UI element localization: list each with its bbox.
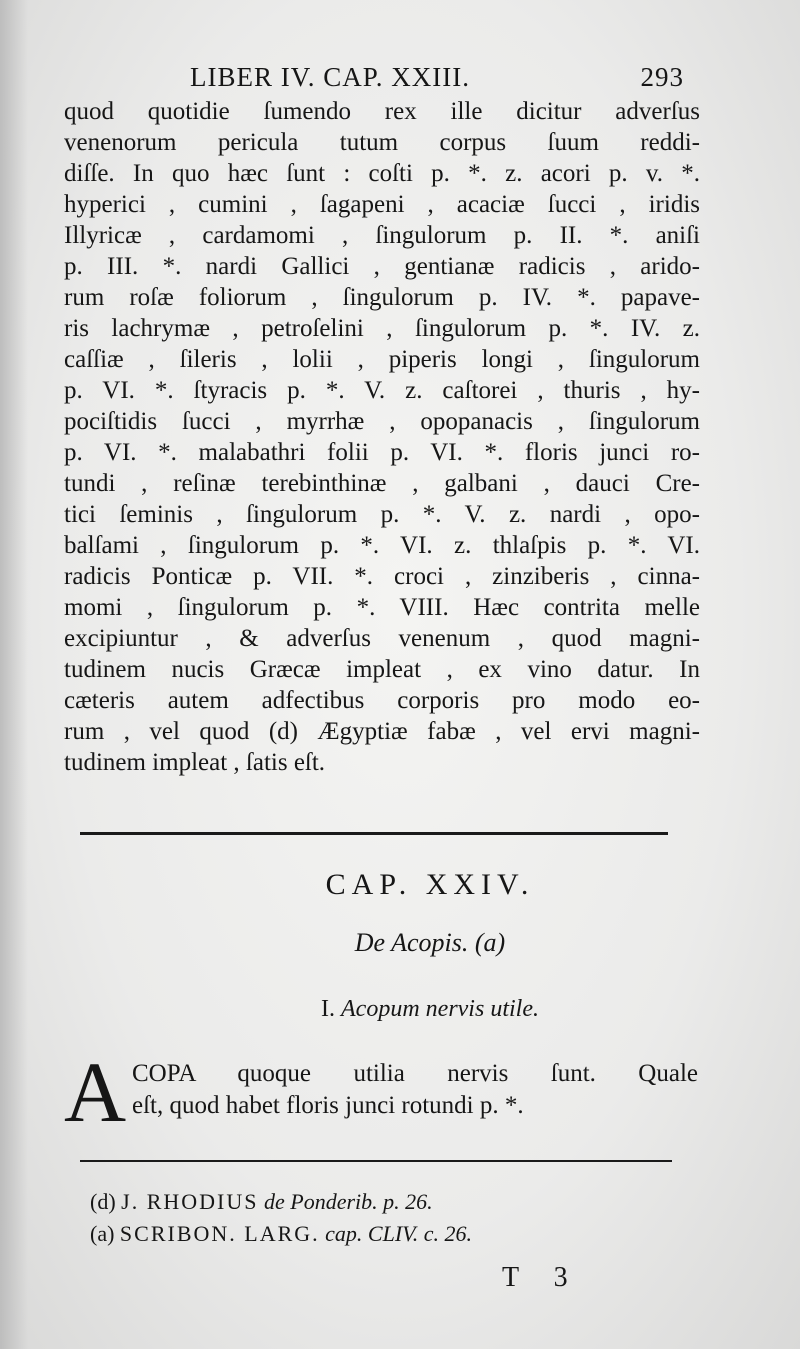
text-line: excipiuntur , & adverſus venenum , quod magni- [64,625,700,652]
footnote [90,1218,650,1250]
footnote-author: J. RHODIUS [121,1189,259,1214]
body-text [64,96,700,778]
text-line: momi , ſingulorum p. *. VIII. Hæc contrita melle [64,594,700,621]
text-line: Illyricæ , cardamomi , ſingulorum p. II. *. aniſi [64,222,700,249]
drop-cap: A [64,1044,127,1140]
text-line: venenorum pericula tutum corpus ſuum reddi- [64,129,700,156]
text-line: radicis Ponticæ p. VII. *. croci , zinziberis , cinna- [64,563,700,590]
chapter-subtitle: De Acopis. (a) [354,928,506,957]
text-line: hyperici , cumini , ſagapeni , acaciæ ſucci , iridis [64,191,700,218]
text-line: p. VI. *. malabathri folii p. VI. *. floris junci ro- [64,439,700,466]
running-title: LIBER IV. CAP. XXIII. [190,62,471,92]
section-title: Acopum nervis utile. [341,996,539,1022]
paragraph [132,1058,698,1122]
text-line: ris lachrymæ , petroſelini , ſingulorum p. *. IV. z. [64,315,700,342]
running-head [190,62,684,96]
text-line: tici ſeminis , ſingulorum p. *. V. z. nardi , opo- [64,501,700,528]
footnotes [90,1186,650,1250]
footnote [90,1186,650,1218]
text-line: p. VI. *. ſtyracis p. *. V. z. caſtorei , thuris , hy- [64,377,700,404]
page-edge-shadow [0,0,28,1349]
text-line: diſſe. In quo hæc ſunt : coſti p. *. z. acori p. v. *. [64,160,700,187]
text-line: COPA quoque utilia nervis ſunt. Quale [132,1060,698,1087]
text-line: p. III. *. nardi Gallici , gentianæ radicis , arido- [64,253,700,280]
footnote-marker: (a) [90,1221,115,1246]
footnote-divider [80,1160,672,1162]
section-heading [0,996,800,1023]
text-line: tundi , reſinæ terebinthinæ , galbani , dauci Cre- [64,470,700,497]
text-line: eſt, quod habet floris junci rotundi p. *. [132,1092,524,1119]
footnote-work: cap. CLIV. c. 26. [325,1221,473,1246]
footnote-author: SCRIBON. LARG. [119,1221,320,1246]
text-line: rum roſæ foliorum , ſingulorum p. IV. *. papave- [64,284,700,311]
text-line: rum , vel quod (d) Ægyptiæ fabæ , vel ervi magni- [64,718,700,745]
chapter-heading: CAP. XXIV. [325,868,535,901]
text-line: tudinem nucis Græcæ impleat , ex vino datur. In [64,656,700,683]
text-line: tudinem impleat , ſatis eſt. [64,749,326,776]
footnote-marker: (d) [90,1189,116,1214]
footnote-work: de Ponderib. p. 26. [264,1189,433,1214]
text-line: quod quotidie ſumendo rex ille dicitur adverſus [64,98,700,125]
text-line: caſſiæ , ſileris , lolii , piperis longi , ſingulorum [64,346,700,373]
text-line: cæteris autem adfectibus corporis pro modo eo- [64,687,700,714]
page-number: 293 [640,62,684,92]
text-line: balſami , ſingulorum p. *. VI. z. thlaſpis p. *. VI. [64,532,700,559]
section-number: I. [321,996,336,1022]
text-line: pociſtidis ſucci , myrrhæ , opopanacis , ſingulorum [64,408,700,435]
section-divider [80,832,668,835]
signature-mark: T 3 [502,1262,582,1293]
